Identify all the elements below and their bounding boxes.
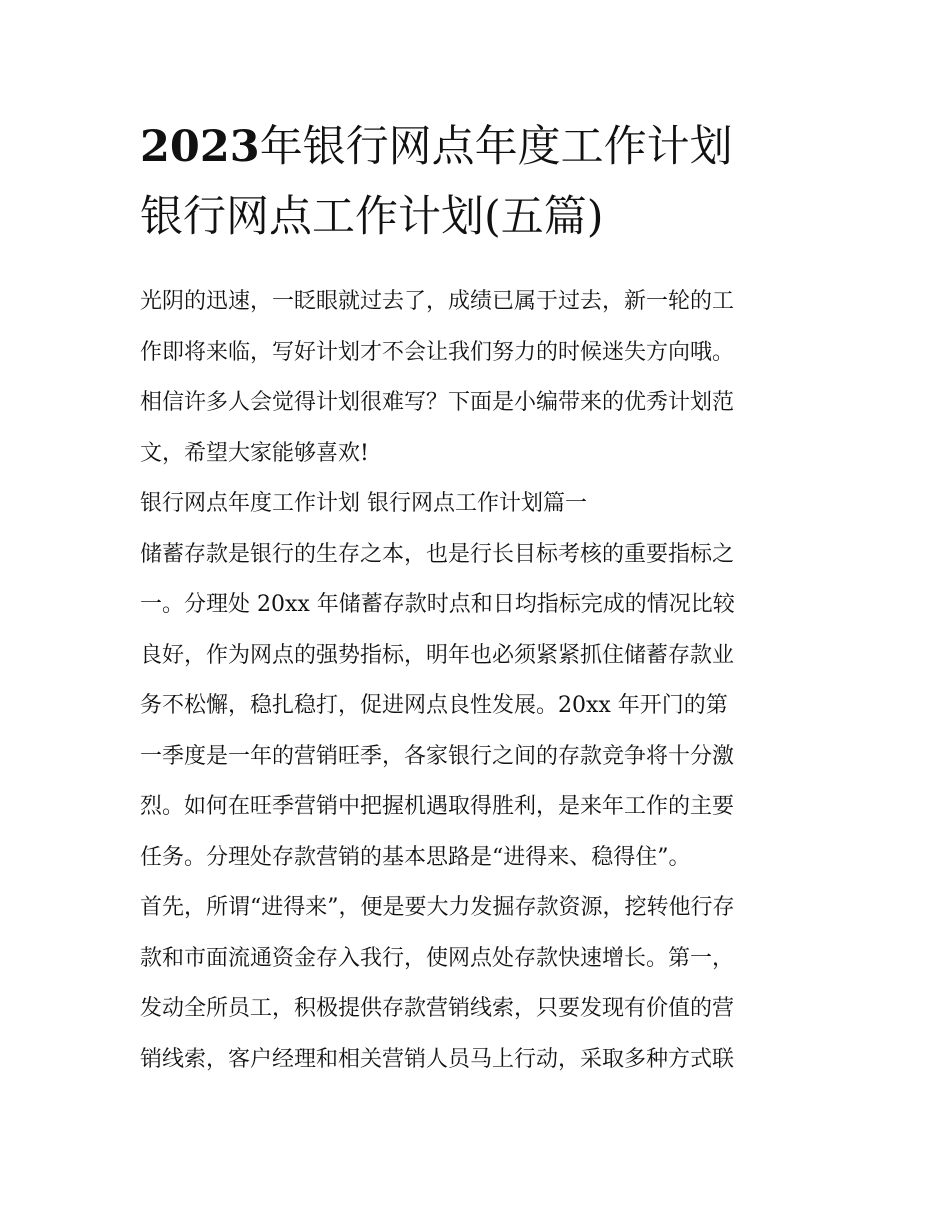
title-year: 2023 bbox=[140, 122, 260, 172]
body-line: 任务。分理处存款营销的基本思路是“进得来、稳得住”。 bbox=[140, 844, 691, 870]
body-line: 首先，所谓“进得来”，便是要大力发掘存款资源，挖转他行存 bbox=[140, 895, 735, 920]
body-line: 款和市面流通资金存入我行，使网点处存款快速增长。第一， bbox=[140, 945, 735, 971]
body-line: 务不松懈，稳扎稳打，促进网点良性发展。20xx 年开门的第 bbox=[140, 693, 728, 718]
body-line: 光阴的迅速，一眨眼就过去了，成绩已属于过去，新一轮的工 bbox=[140, 289, 735, 314]
title-line-1 bbox=[140, 112, 820, 182]
title-line-1-text: 年银行网点年度工作计划 bbox=[259, 122, 733, 172]
body-line: 发动全所员工，积极提供存款营销线索，只要发现有价值的营 bbox=[140, 996, 735, 1021]
body-line: 良好，作为网点的强势指标，明年也必须紧紧抓住储蓄存款业 bbox=[140, 642, 735, 668]
body-line: 文，希望大家能够喜欢! bbox=[140, 440, 369, 466]
title-line-2: 银行网点工作计划(五篇) bbox=[140, 192, 604, 242]
body-line: 烈。如何在旺季营销中把握机遇取得胜利，是来年工作的主要 bbox=[140, 794, 735, 819]
document-title bbox=[140, 112, 820, 252]
body-line: 储蓄存款是银行的生存之本，也是行长目标考核的重要指标之 bbox=[140, 541, 735, 567]
document-body bbox=[140, 277, 820, 1085]
body-line: 作即将来临，写好计划才不会让我们努力的时候迷失方向哦。 bbox=[140, 339, 735, 365]
section-heading: 银行网点年度工作计划 银行网点工作计划篇一 bbox=[140, 491, 587, 516]
body-line: 相信许多人会觉得计划很难写？下面是小编带来的优秀计划范 bbox=[140, 390, 735, 415]
body-line: 一季度是一年的营销旺季，各家银行之间的存款竞争将十分激 bbox=[140, 743, 735, 769]
body-line: 一。分理处 20xx 年储蓄存款时点和日均指标完成的情况比较 bbox=[140, 592, 735, 617]
body-line: 销线索，客户经理和相关营销人员马上行动，采取多种方式联 bbox=[140, 1046, 735, 1072]
